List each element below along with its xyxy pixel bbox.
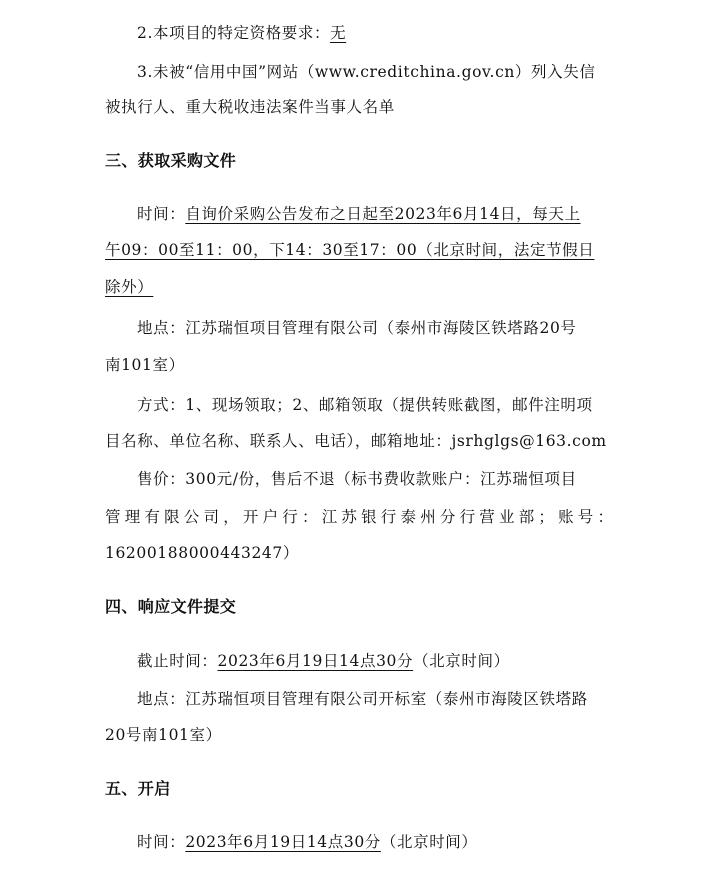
section-heading-opening: 五、开启 [105, 779, 171, 798]
submit-deadline-line [137, 650, 510, 672]
opening-time-value: 2023年6月19日14点30分 [185, 833, 381, 851]
obtain-time-value-2: 午09：00至11：00，下14：30至17：00（北京时间，法定节假日 [105, 241, 595, 259]
obtain-method-line-1: 方式：1、现场领取；2、邮箱领取（提供转账截图，邮件注明项 [137, 396, 593, 414]
obtain-time-line-3 [105, 276, 153, 298]
obtain-time-value-1: 自询价采购公告发布之日起至2023年6月14日，每天上 [185, 205, 581, 223]
submit-deadline-value: 2023年6月19日14点30分 [217, 652, 414, 670]
section-heading-obtain-documents: 三、获取采购文件 [105, 151, 237, 170]
obtain-method-line-2: 目名称、单位名称、联系人、电话），邮箱地址：jsrhglgs@163.com [105, 432, 607, 450]
obtain-place-line-1: 地点：江苏瑞恒项目管理有限公司（泰州市海陵区铁塔路20号 [137, 319, 577, 337]
obtain-time-label: 时间： [137, 205, 186, 223]
price-line-1: 售价：300元/份，售后不退（标书费收款账户：江苏瑞恒项目 [137, 470, 577, 488]
qualification-item-3-line-1: 3.未被“信用中国”网站（www.creditchina.gov.cn）列入失信 [137, 63, 596, 81]
submit-deadline-suffix: （北京时间） [413, 652, 510, 670]
price-line-3: 16200188000443247） [105, 544, 299, 562]
submit-deadline-label: 截止时间： [137, 652, 218, 670]
qualification-item-2 [137, 22, 346, 44]
opening-time-line [137, 831, 478, 853]
opening-time-label: 时间： [137, 833, 186, 851]
obtain-time-line-1 [137, 203, 581, 225]
qualification-item-2-text: 2.本项目的特定资格要求： [137, 24, 331, 42]
obtain-place-line-2: 南101室） [105, 356, 185, 374]
obtain-time-line-2 [105, 239, 594, 261]
opening-time-suffix: （北京时间） [380, 833, 478, 851]
submit-place-line-2: 20号南101室） [105, 726, 222, 744]
qualification-item-3-line-2: 被执行人、重大税收违法案件当事人名单 [105, 98, 395, 116]
qualification-item-2-value: 无 [330, 24, 347, 42]
submit-place-line-1: 地点：江苏瑞恒项目管理有限公司开标室（泰州市海陵区铁塔路 [137, 690, 588, 708]
section-heading-submit-response: 四、响应文件提交 [105, 597, 237, 616]
obtain-time-value-3: 除外） [105, 278, 154, 296]
price-line-2: 管理有限公司，开户行：江苏银行泰州分行营业部；账号： [105, 508, 618, 526]
